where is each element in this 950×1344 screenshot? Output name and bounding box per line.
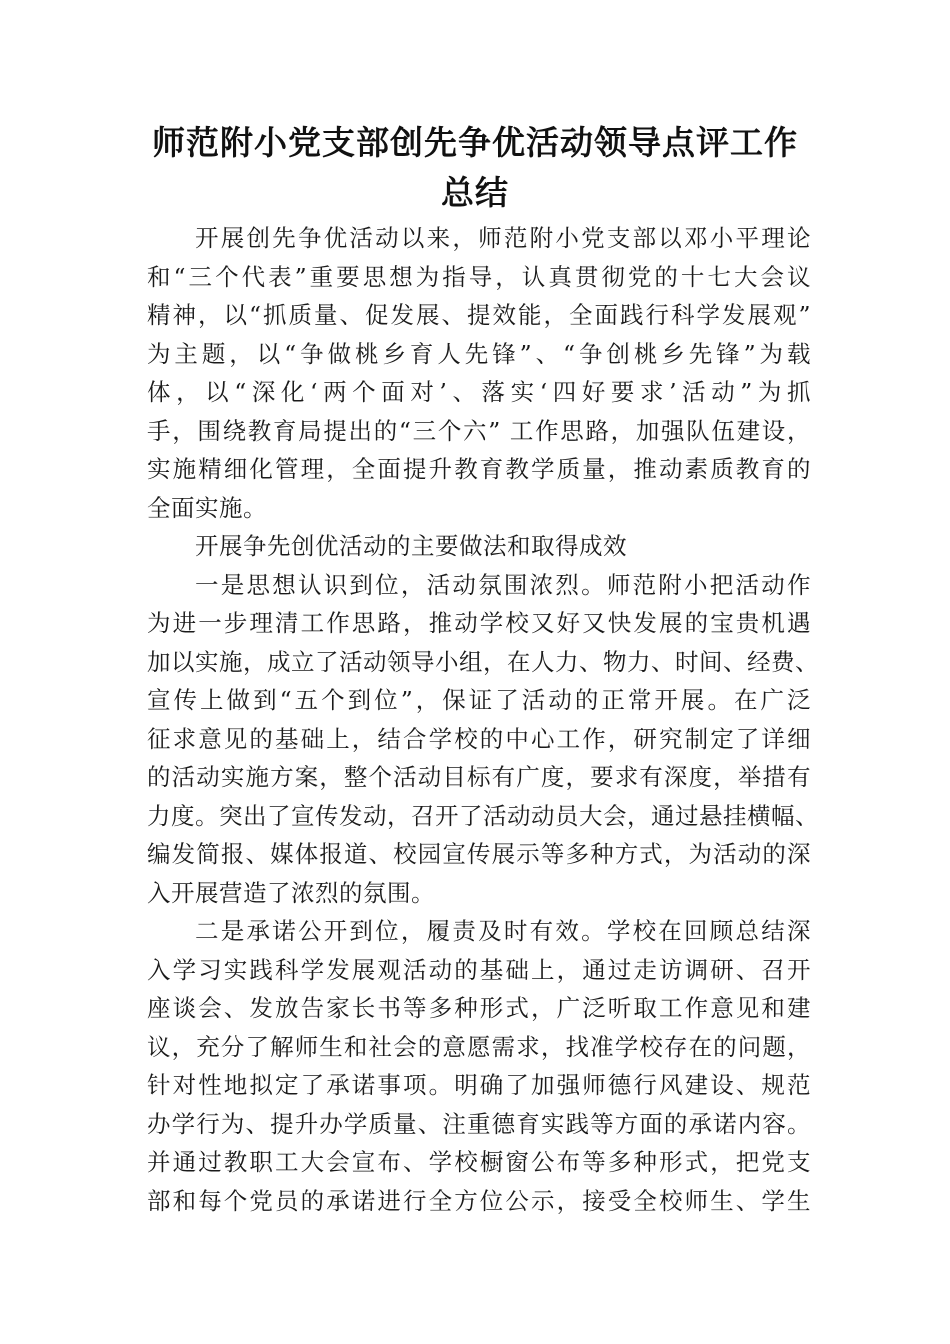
paragraph-line: 并通过教职工大会宣布、学校橱窗公布等多种形式，把党支 — [147, 1148, 811, 1176]
paragraph-intro — [147, 219, 811, 527]
paragraph-line: 征求意见的基础上，结合学校的中心工作，研究制定了详细 — [147, 724, 811, 753]
paragraph-line: 针对性地拟定了承诺事项。明确了加强师德行风建设、规范 — [147, 1071, 811, 1099]
section-heading — [147, 527, 811, 566]
paragraph-line: 座谈会、发放告家长书等多种形式，广泛听取工作意见和建 — [147, 994, 811, 1022]
paragraph-line: 入开展营造了浓烈的氛围。 — [147, 878, 435, 907]
paragraph-line: 体，以“深化‘两个面对’、落实‘四好要求’活动”为抓 — [147, 378, 811, 406]
paragraph-line: 手，围绕教育局提出的“三个六” 工作思路，加强队伍建设， — [147, 416, 811, 445]
paragraph-line: 办学行为、提升办学质量、注重德育实践等方面的承诺内容。 — [147, 1109, 811, 1138]
paragraph-line: 和“三个代表”重要思想为指导，认真贯彻党的十七大会议 — [147, 262, 811, 291]
paragraph-line: 宣传上做到“五个到位”，保证了活动的正常开展。在广泛 — [147, 686, 811, 714]
paragraph-line: 部和每个党员的承诺进行全方位公示，接受全校师生、学生 — [147, 1186, 811, 1215]
paragraph-line: 为进一步理清工作思路，推动学校又好又快发展的宝贵机遇 — [147, 609, 811, 637]
paragraph-line: 为主题，以“争做桃乡育人先锋”、“争创桃乡先锋”为载 — [147, 339, 811, 368]
document-body — [147, 219, 819, 1220]
paragraph-commitment — [147, 912, 811, 1220]
section-heading-text: 开展争先创优活动的主要做法和取得成效 — [195, 532, 627, 560]
paragraph-line: 入学习实践科学发展观活动的基础上，通过走访调研、召开 — [147, 955, 811, 984]
paragraph-line: 力度。突出了宣传发动，召开了活动动员大会，通过悬挂横幅、 — [147, 801, 819, 830]
paragraph-line: 一是思想认识到位，活动氛围浓烈。师范附小把活动作 — [195, 570, 811, 599]
paragraph-line: 二是承诺公开到位，履责及时有效。学校在回顾总结深 — [195, 917, 811, 945]
paragraph-line: 加以实施，成立了活动领导小组，在人力、物力、时间、经费、 — [147, 647, 819, 676]
paragraph-line: 开展创先争优活动以来，师范附小党支部以邓小平理论 — [195, 224, 811, 252]
paragraph-thought — [147, 566, 819, 913]
paragraph-line: 的活动实施方案，整个活动目标有广度，要求有深度，举措有 — [147, 763, 811, 791]
paragraph-line: 实施精细化管理，全面提升教育教学质量，推动素质教育的 — [147, 455, 811, 483]
title-line: 总结 — [441, 173, 509, 212]
paragraph-line: 议，充分了解师生和社会的意愿需求，找准学校存在的问题， — [147, 1032, 811, 1061]
title-line: 师范附小党支部创先争优活动领导点评工作 — [152, 123, 798, 162]
paragraph-line: 编发简报、媒体报道、校园宣传展示等多种方式，为活动的深 — [147, 840, 811, 868]
paragraph-line: 全面实施。 — [147, 493, 267, 522]
document-title — [140, 118, 810, 218]
paragraph-line: 精神，以“抓质量、促发展、提效能，全面践行科学发展观” — [147, 301, 811, 329]
